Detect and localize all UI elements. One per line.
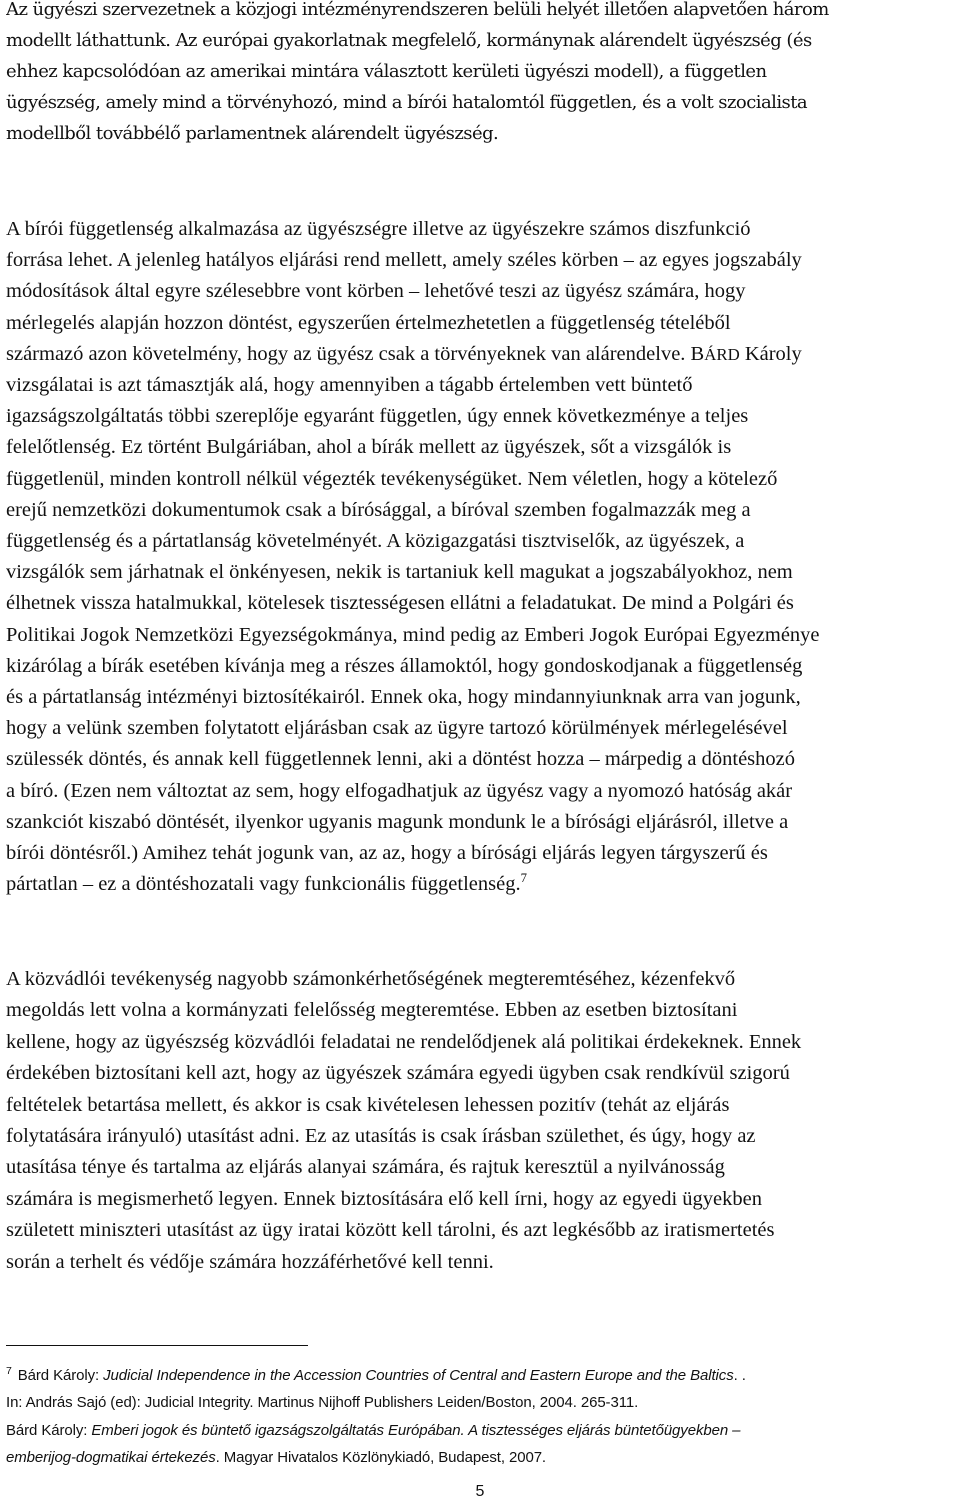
footnote-separator [6,1345,308,1346]
text-line: született miniszteri utasítást az ügy iratai között kell tárolni, és azt legkésőbb az iratismertetés [6,1219,775,1242]
text-line: forrása lehet. A jelenleg hatályos eljárási rend mellett, amely széles körben – az egyes jogszabály [6,249,802,272]
small-caps-name: ÁRD [704,344,740,364]
footnote-line [6,1362,954,1389]
text-line: bírói döntésről.) Amihez tehát jogunk van, az az, hogy a bírósági eljárás legyen tárgyszerű és [6,842,768,865]
text-line: megoldás lett volna a kormányzati felelősség megteremtése. Ebben az esetben biztosítani [6,999,738,1022]
footnote-number: 7 [6,1365,12,1377]
footnote-line [6,1444,954,1471]
text-line: A közvádlói tevékenység nagyobb számonkérhetőségének megteremtéséhez, kézenfekvő [6,968,736,990]
text-line: hogy a velünk szemben folytatott eljárásban csak az ügyre tartozó körülmények mérlegelésével [6,717,788,740]
text-line: Politikai Jogok Nemzetközi Egyezségokmánya, mind pedig az Emberi Jogok Európai Egyezménye [6,623,820,646]
text-line: függetlenség és a pártatlanság követelményét. A közigazgatási tisztviselők, az ügyészek, a [6,530,745,553]
paragraph-public-prosecution-accountability [6,964,954,1278]
footnote-author: Bárd Károly: [17,1367,104,1384]
footnote-text: . . [733,1367,746,1384]
line-text: pártatlan – ez a döntéshozatali vagy funkcionális függetlenség. [6,873,521,896]
text-line: erejű nemzetközi dokumentumok csak a bírósággal, a bíróval szemben fogalmazzák meg a [6,498,751,521]
footnote [6,1362,954,1471]
text-line: kizárólag a bírák esetében kívánja meg a részes államoktól, hogy gondoskodjanak a függetlenség [6,654,803,677]
footnote-title: Emberi jogok és büntető igazságszolgáltatás Európában. A tisztességes eljárás büntetőügyekben – [91,1421,741,1439]
line-text: Károly [739,342,802,365]
text-line: modellt láthattunk. Az európai gyakorlatnak megfelelő, kormánynak alárendelt ügyészség (és [6,30,812,51]
footnote-line: In: András Sajó (ed): Judicial Integrity. Martinus Nijhoff Publishers Leiden/Boston, 2004. 265-311. [6,1394,639,1412]
text-line: igazságszolgáltatás többi szereplője egyaránt független, úgy ennek következménye a teljes [6,405,749,428]
footnote-author: Bárd Károly: [6,1421,92,1439]
text-line: ehhez kapcsolódóan az amerikai mintára választott kerületi ügyészi modell), a független [6,61,767,82]
document-page [6,0,954,1509]
text-line: ügyészség, amely mind a törvényhozó, mind a bírói hatalomtól független, és a volt szocialista [6,92,808,113]
paragraph-judicial-independence [6,214,954,900]
line-text: származó azon követelmény, hogy az ügyész csak a törvényeknek van alárendelve. B [6,342,705,365]
footnote-line [6,1417,954,1444]
footnote-reference[interactable]: 7 [520,871,527,886]
text-line: folytatására irányuló) utasítást adni. Ez az utasítás is csak írásban születhet, és úgy, hogy az [6,1125,756,1148]
text-line: Az ügyészi szervezetnek a közjogi intézményrendszeren belüli helyét illetően alapvetően három [6,0,829,20]
text-line: szülessék döntés, és annak kell függetlennek lenni, aki a döntést hozza – márpedig a döntéshozó [6,748,796,771]
text-line: felelőtlenség. Ez történt Bulgáriában, ahol a bírák mellett az ügyészek, sőt a vizsgálók is [6,436,732,459]
text-line: modellből továbbélő parlamentnek alárendelt ügyészség. [6,123,499,144]
text-line: számára is megismerhető legyen. Ennek biztosítására elő kell írni, hogy az egyedi ügyekben [6,1187,762,1210]
text-line: mérlegelés alapján hozzon döntést, egyszerűen értelmezhetetlen a függetlenség tételéből [6,311,731,334]
footnote-title: emberijog-dogmatikai értekezés [6,1448,216,1466]
text-line: vizsgálatai is azt támasztják alá, hogy amennyiben a tágabb értelemben vett büntető [6,374,693,397]
text-line: vizsgálók sem járhatnak el önkényesen, nekik is tartaniuk kell magukat a jogszabályokhoz, nem [6,561,793,584]
text-line: függetlenül, minden kontroll nélkül végezték tevékenységüket. Nem véletlen, hogy a kötelező [6,467,778,490]
text-line: érdekében biztosítani kell azt, hogy az ügyészek számára egyedi ügyben csak rendkívül szigorú [6,1062,790,1085]
paragraph-prosecution-models [6,0,954,149]
text-line: feltételek betartása mellett, és akkor is csak kivételesen lehessen pozitív (tehát az eljárás [6,1093,730,1116]
text-line: a bíró. (Ezen nem változtat az sem, hogy elfogadhatjuk az ügyész vagy a nyomozó hatóság akár [6,779,793,802]
text-line [6,869,954,900]
text-line [6,339,954,370]
text-line: módosítások által egyre szélesebbre vont körben – lehetővé teszi az ügyész számára, hogy [6,280,746,303]
text-line: és a pártatlanság intézményi biztosítékairól. Ennek oka, hogy mindannyiunknak arra van jogunk, [6,686,801,709]
text-line: utasítása ténye és tartalma az eljárás alanyai számára, és rajtuk keresztül a nyilvánosság [6,1156,725,1179]
footnote-title: Judicial Independence in the Accession Countries of Central and Eastern Europe and the Baltics [103,1367,734,1384]
text-line: kellene, hogy az ügyészség közvádlói feladatai ne rendelődjenek alá politikai érdekeknek. Ennek [6,1030,802,1053]
footnote-text: . Magyar Hivatalos Közlönykiadó, Budapest, 2007. [215,1448,547,1466]
text-line: szankciót kiszabó döntését, ilyenkor ugyanis magunk mondunk le a bírósági eljárásról, illetve a [6,810,789,833]
text-line: élhetnek vissza hatalmukkal, kötelesek tisztességesen ellátni a feladatukat. De mind a Polgári és [6,592,794,615]
text-line: során a terhelt és védője számára hozzáférhetővé kell tenni. [6,1250,494,1273]
text-line: A bírói függetlenség alkalmazása az ügyészségre illetve az ügyészekre számos diszfunkció [6,218,751,240]
page-number: 5 [475,1483,485,1500]
